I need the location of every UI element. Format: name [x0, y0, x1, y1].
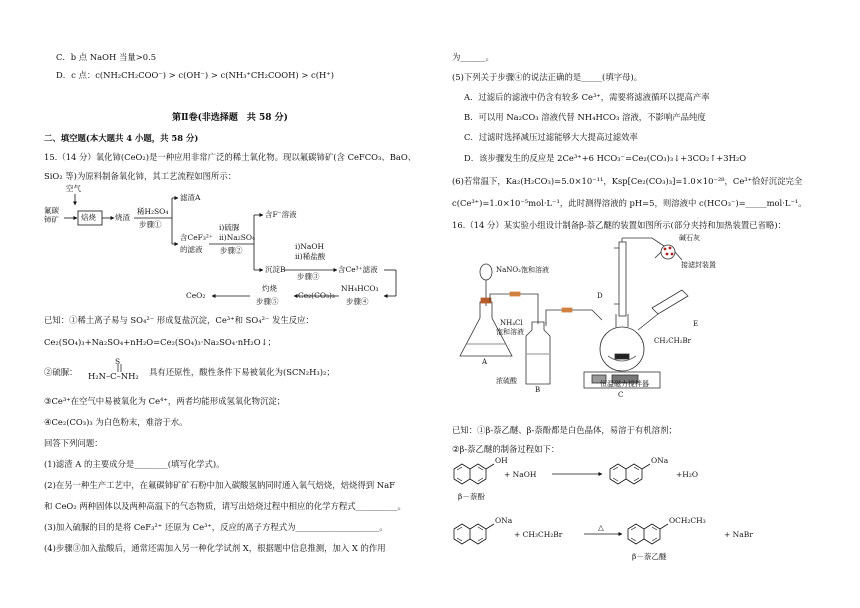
known-2-text: 具有还原性，酸性条件下易被氧化为(SCN₂H₃)₂； [149, 367, 335, 377]
known-1: 已知：①稀土离子易与 SO₄²⁻ 形成复盐沉淀，Ce³⁺和 SO₄²⁻ 发生反应： [44, 315, 314, 325]
option-5c: C．过滤时选择减压过滤能够大大提高过滤效率 [464, 132, 638, 142]
question-6a: (6)若常温下，Ka₂(H₂CO₃)=5.0×10⁻¹¹，Ksp[Ce₂(CO₃)₃]=1.0×10⁻²⁸，Ce³⁺恰好沉淀完全 [452, 176, 803, 186]
rx2-heat: △ [598, 523, 604, 532]
flow-contain-f: 含F⁻溶液 [265, 210, 297, 219]
option-5b: B．可以用 Na₂CO₃ 溶液代替 NH₄HCO₃ 溶液，不影响产品纯度 [464, 112, 706, 122]
flow-step4: 步骤④ [346, 297, 369, 306]
label-conc-h2so4: 浓硫酸 [496, 377, 517, 385]
option-5d: D．该步骤发生的反应是 2Ce³⁺+6 HCO₃⁻=Ce₂(CO₃)₃↓+3CO₂↑+3H₂O [464, 153, 747, 163]
rx1-label: β－萘酚 [458, 492, 485, 501]
flow-ceo2: CeO₂ [186, 291, 206, 300]
flow-burn: 烧渣 [115, 213, 130, 222]
label-d: D [597, 292, 603, 300]
rx2-plus-ethyl-bromide: + CH₃CH₂Br [514, 530, 563, 539]
flow-filtrate-a: 滤渣A [180, 193, 201, 202]
label-ethyl-bromide: CH₂CH₂Br [654, 337, 692, 345]
question-3: (3)加入硫脲的目的是将 CeF₃²⁺ 还原为 Ce³⁺，反应的离子方程式为____________________。 [44, 522, 388, 532]
question-6b: c(Ce³⁺)=1.0×10⁻⁵mol·L⁻¹，此时测得溶液的 pH=5，则溶液中 c(HCO₃⁻)=_____mol·L⁻¹。 [452, 198, 807, 208]
flow-naoh: i)NaOH [295, 242, 325, 251]
flow-ore: 氟碳 铈矿 [44, 206, 59, 224]
option-c: C．b 点 NaOH 当量>0.5 [56, 52, 157, 62]
flow-roast: 焙烧 [81, 213, 96, 222]
label-stirrer: 恒温磁力搅拌器 [600, 380, 649, 388]
rx2-product: OCH₂CH₃ [669, 516, 706, 525]
label-vacuum: 接滤封装置 [681, 261, 716, 269]
flow-air: 空气 [66, 184, 81, 193]
rx1-ona: ONa [651, 456, 669, 465]
rx1-oh: OH [495, 456, 508, 465]
flow-reagent2: ii)Na₂SO₄ [219, 233, 256, 242]
thiourea-structure: H₂N–C–NH₂ [88, 371, 139, 381]
known-r2: ②β-萘乙醚的制备过程如下： [452, 444, 560, 454]
rx1-plus-naoh: + NaOH [504, 470, 537, 479]
label-soda-lime: 碱石灰 [679, 234, 700, 242]
option-5a: A．过滤后的滤液中仍含有较多 Ce³⁺，需要将滤液循环以提高产率 [464, 92, 710, 102]
known-3: ③Ce³⁺在空气中易被氧化为 Ce⁴⁺，两者均能形成氢氧化物沉淀； [44, 396, 286, 406]
label-b: B [535, 386, 541, 394]
flow-reagent1: i)硫脲 [219, 223, 240, 232]
label-a: A [482, 358, 488, 366]
apparatus-diagram [452, 234, 844, 402]
flow-precipitate-b: 沉淀B [265, 265, 286, 274]
label-saturated: 饱和溶液 [496, 328, 524, 336]
flow-ce2co3: Ce₂(CO₃)₃ [298, 291, 335, 300]
rx1-water: +H₂O [676, 470, 698, 479]
reaction-schemes [452, 456, 844, 606]
flow-step5: 步骤⑤ [256, 297, 279, 306]
question-2a: (2)在另一种生产工艺中，在氟碳铈矿矿石粉中加入碳酸氢钠同时通入氧气焙烧，焙烧得到 NaF [44, 480, 395, 490]
flow-step2: 步骤② [220, 246, 243, 255]
rx2-label: β－萘乙醚 [632, 552, 667, 561]
flow-step1: 步骤① [139, 220, 162, 229]
question-5: (5)下列关于步骤④的说法正确的是_____(填字母)。 [452, 72, 643, 82]
question-2b: 和 CeO₂ 两种固体以及两种高温下的气态物质，请写出焙烧过程中相应的化学方程式__________。 [44, 501, 406, 511]
question-16: 16.（14 分）某实验小组设计制备β-萘乙醚的装置如图所示(部分夹持和加热装置已省略)： [452, 220, 786, 230]
option-d: D．c 点：c(NH₂CH₂COO⁻) > c(OH⁻) > c(NH₃⁺CH₂COOH) > c(H⁺) [56, 70, 334, 80]
flow-hcl: ii)稀盐酸 [295, 252, 326, 261]
flow-acid: 稀H₂SO₄ [137, 207, 169, 216]
label-nano2: NaNO₂饱和溶液 [496, 266, 549, 274]
question-1: (1)滤渣 A 的主要成分是________(填写化学式)。 [44, 459, 225, 469]
r-continuation: 为______。 [452, 52, 494, 62]
q15-line1: 15.（14 分）氧化铈(CeO₂)是一种应用非常广泛的稀土氧化物。现以氟碳铈矿(含 CeFCO₃、BaO、 [44, 152, 417, 162]
question-4: (4)步骤③加入盐酸后，通常还需加入另一种化学试剂 X，根据题中信息推测，加入 X 的作用 [44, 543, 386, 553]
answer-intro: 回答下列问题： [44, 438, 103, 448]
label-c: C [618, 391, 624, 399]
label-e: E [693, 320, 699, 328]
flow-cef: 含CeF₃²⁺ [180, 233, 213, 242]
known-2-prefix: ②硫脲： [44, 367, 78, 377]
known-4: ④Ce₂(CO₃)₃ 为白色粉末，难溶于水。 [44, 417, 188, 427]
flow-filtrate: 的滤液 [180, 245, 203, 254]
flow-step3: 步骤③ [297, 272, 320, 281]
flow-burn2: 灼烧 [262, 284, 277, 293]
flow-ce3-filtrate: 含Ce³⁺滤液 [338, 265, 378, 274]
known-1-equation: Ce₂(SO₄)₃+Na₂SO₄+nH₂O=Ce₂(SO₄)₃·Na₂SO₄·nH₂O↓； [44, 337, 277, 347]
known-r1: 已知：①β-萘乙醚、β-萘酚都是白色晶体，易溶于有机溶剂； [452, 425, 677, 435]
rx2-ona: ONa [495, 516, 513, 525]
section-title: 第Ⅱ卷(非选择题 共 58 分) [172, 113, 288, 123]
flow-nh4hco3: NH₄HCO₃ [341, 284, 379, 293]
rx2-nabr: + NaBr [724, 530, 753, 539]
process-flow-diagram [44, 184, 416, 308]
label-nh4cl: NH₄Cl [500, 319, 523, 327]
q15-line2: SiO₂ 等)为原料制备氧化铈，其工艺流程如图所示： [44, 171, 237, 181]
section-subtitle: 二、填空题(本大题共 4 小题，共 58 分) [44, 133, 199, 143]
thiourea-s: S [115, 357, 121, 366]
